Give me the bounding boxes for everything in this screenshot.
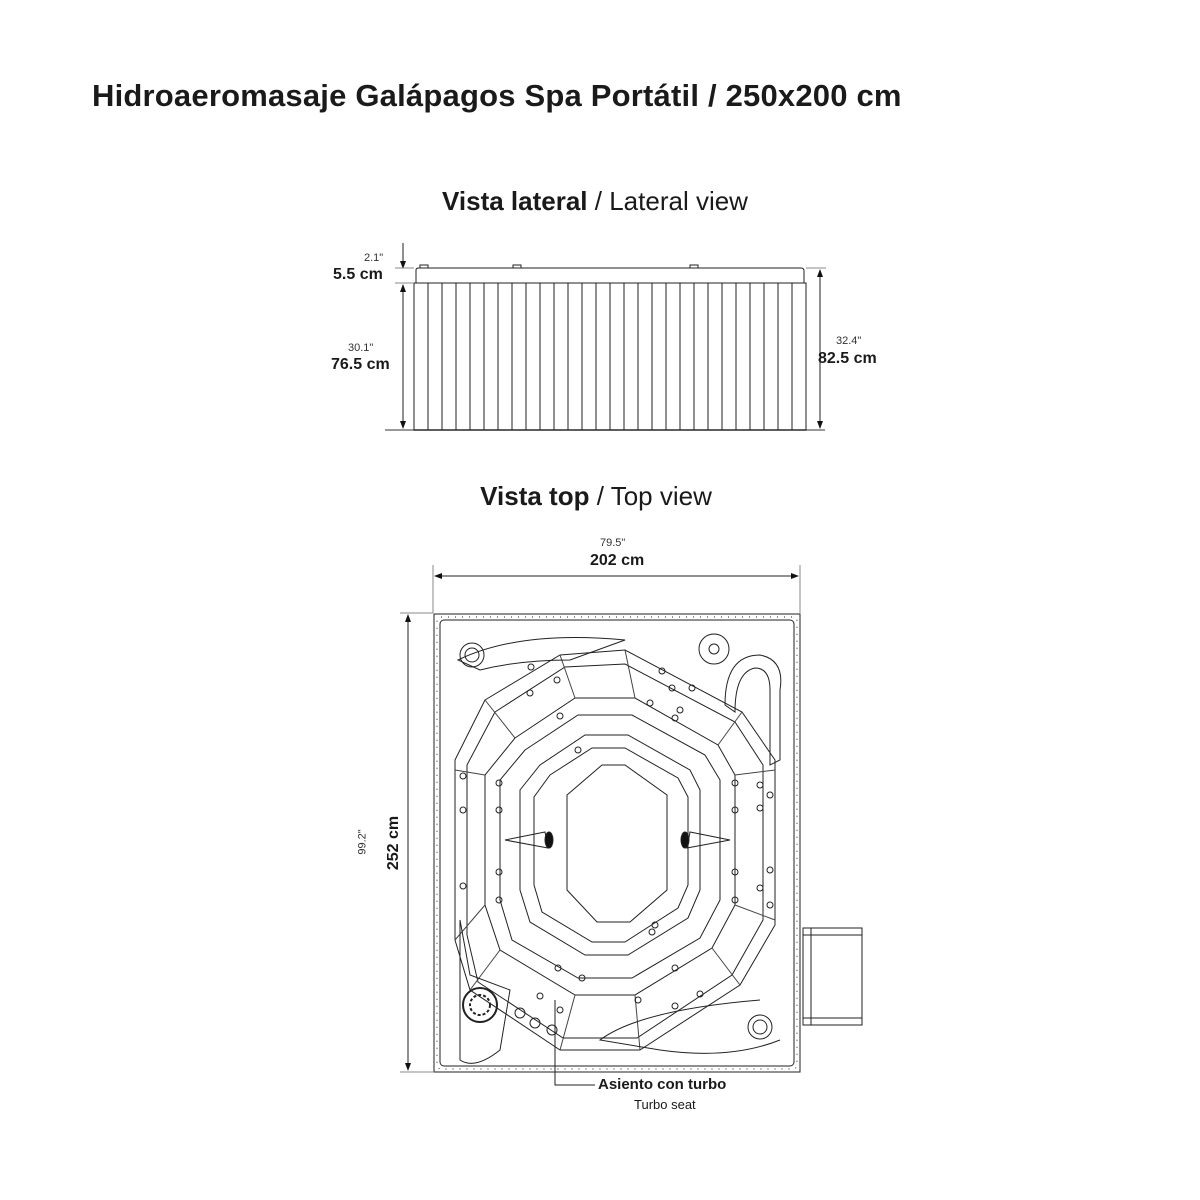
turbo-seat-label-es: Asiento con turbo <box>598 1076 727 1093</box>
jet <box>545 832 553 848</box>
jet <box>757 805 763 811</box>
jet <box>528 664 534 670</box>
footwell-edge <box>534 748 688 942</box>
lateral-heading-es: Vista lateral <box>442 186 588 216</box>
lateral-heading-en: Lateral view <box>609 186 748 216</box>
shell-outer <box>455 650 775 1050</box>
length-in: 99.2" <box>356 829 369 855</box>
jet <box>557 713 563 719</box>
jet <box>496 807 502 813</box>
drain-fitting <box>460 643 484 667</box>
jet <box>681 832 689 848</box>
top-view-drawing <box>400 565 862 1085</box>
jet <box>677 707 683 713</box>
lid-latch <box>690 265 698 268</box>
total-height-in: 32.4" <box>836 335 862 347</box>
jet <box>496 897 502 903</box>
total-height-cm: 82.5 cm <box>818 350 877 367</box>
jet <box>672 1003 678 1009</box>
spa-steps <box>803 928 862 1025</box>
jet <box>757 885 763 891</box>
jet <box>460 807 466 813</box>
drain-fitting <box>748 1015 772 1039</box>
jet <box>460 883 466 889</box>
width-in: 79.5" <box>600 537 626 549</box>
jet <box>527 690 533 696</box>
top-heading-en: Top view <box>610 481 712 511</box>
top-heading-es: Vista top <box>480 481 590 511</box>
jet <box>649 929 655 935</box>
jet <box>537 993 543 999</box>
jet <box>557 1007 563 1013</box>
right-handrail <box>725 655 781 765</box>
jet <box>554 677 560 683</box>
body-height-in: 30.1" <box>348 342 374 354</box>
page-title: Hidroaeromasaje Galápagos Spa Portátil / 250x200 cm <box>92 78 902 113</box>
lid-latch <box>420 265 428 268</box>
jets-group <box>460 664 773 1013</box>
heading-separator: / <box>587 186 610 216</box>
spa-top-shell <box>440 620 794 1066</box>
shell-inner <box>467 664 763 1038</box>
jet <box>575 747 581 753</box>
left-corner-channel <box>460 920 510 1063</box>
jet <box>767 902 773 908</box>
jet <box>496 869 502 875</box>
lid-height-in: 2.1" <box>364 252 384 264</box>
cabinet-slats <box>428 283 792 430</box>
lid-latch <box>513 265 521 268</box>
lid-height-cm: 5.5 cm <box>333 266 383 283</box>
lid-outline <box>416 268 804 283</box>
turbo-seat-label-en: Turbo seat <box>634 1097 696 1112</box>
length-cm: 252 cm <box>385 815 403 871</box>
left-armrest <box>505 832 548 848</box>
filter-fitting <box>699 634 729 664</box>
heading-separator: / <box>589 481 611 511</box>
jet <box>496 780 502 786</box>
jet <box>757 782 763 788</box>
right-armrest <box>687 832 730 848</box>
jet <box>767 792 773 798</box>
lateral-view-drawing <box>385 243 826 430</box>
jet <box>460 773 466 779</box>
body-height-cm: 76.5 cm <box>331 356 390 373</box>
footwell-floor <box>567 765 667 922</box>
jet <box>767 867 773 873</box>
jet <box>647 700 653 706</box>
width-cm: 202 cm <box>590 552 645 569</box>
